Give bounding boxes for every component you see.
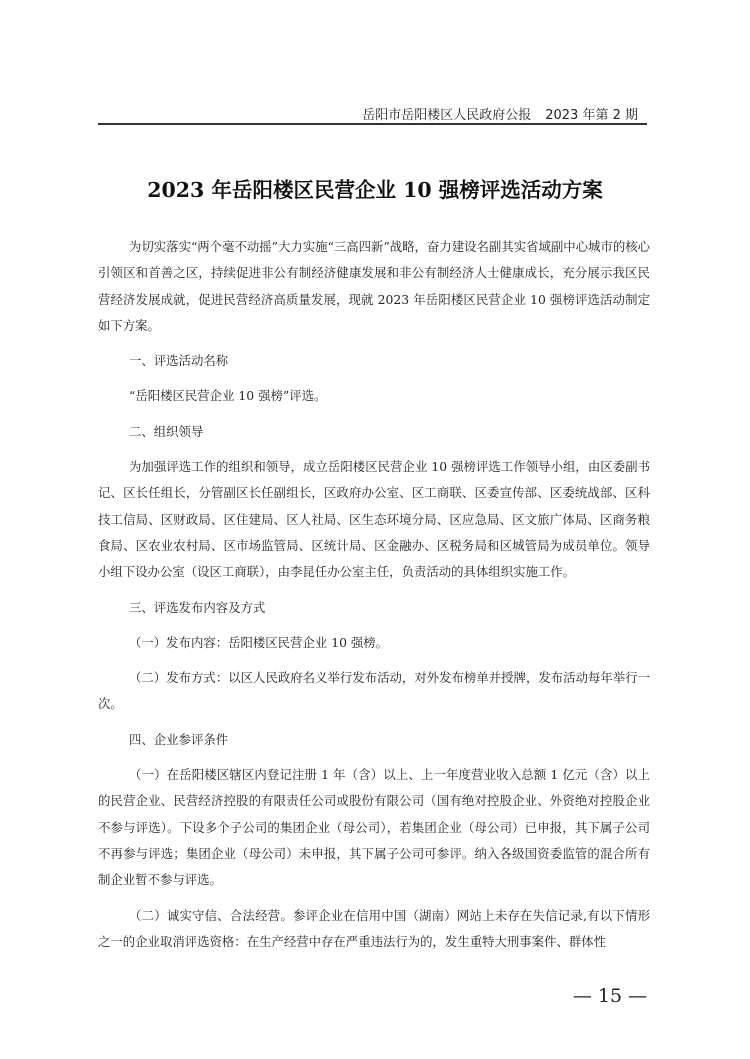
document-title: 2023 年岳阳楼区民营企业 10 强榜评选活动方案 xyxy=(147,178,603,202)
section-heading-2: 二、组织领导 xyxy=(129,423,204,439)
publication-name: 岳阳市岳阳楼区人民政府公报 xyxy=(362,108,532,123)
paragraph: （一）在岳阳楼区辖区内登记注册 1 年（含）以上、上一年度营业收入总额 1 亿元（含）以上的民营企业、民营经济控股的有限责任公司或股份有限公司（国有绝对控股企业、外资绝对控股企业不参与评选）。下设多个子公司的集团企业（母公司），若集团企业（母公司）已申报，其下属子公司不再参与评选；集团企业（母公司）未申报，其下属子公司可参评。纳入各级国资委监管的混合所有制企业暂不参与评选。 xyxy=(98,767,650,888)
header-rule xyxy=(98,123,647,125)
paragraph: 为加强评选工作的组织和领导，成立岳阳楼区民营企业 10 强榜评选工作领导小组，由区委副书记、区长任组长，分管副区长任副组长，区政府办公室、区工商联、区委宣传部、区委统战部、区科技工信局、区财政局、区住建局、区人社局、区生态环境分局、区应急局、区文旅广体局、区商务粮食局、区农业农村局、区市场监管局、区统计局、区金融办、区税务局和区城管局为成员单位。领导小组下设办公室（设区工商联），由李昆任办公室主任，负责活动的具体组织实施工作。 xyxy=(98,459,650,580)
paragraph: “岳阳楼区民营企业 10 强榜”评选。 xyxy=(129,388,327,404)
paragraph: （一）发布内容：岳阳楼区民营企业 10 强榜。 xyxy=(129,634,389,650)
section-heading-1: 一、评选活动名称 xyxy=(129,353,229,369)
paragraph: （二）发布方式：以区人民政府名义举行发布活动，对外发布榜单并授牌，发布活动每年举行一次。 xyxy=(98,670,650,712)
section-heading-3: 三、评选发布内容及方式 xyxy=(129,599,266,615)
page-number: — 15 — xyxy=(572,985,648,1007)
intro-paragraph: 为切实落实“两个毫不动摇”大力实施“三高四新”战略，奋力建设名副其实省域副中心城市的核心引领区和首善之区，持续促进非公有制经济健康发展和非公有制经济人士健康成长，充分展示我区民营经济发展成就，促进民营经济高质量发展，现就 2023 年岳阳楼区民营企业 10 强榜评选活动制定如下方案。 xyxy=(98,239,650,333)
paragraph: （二）诚实守信、合法经营。参评企业在信用中国（湖南）网站上未存在失信记录,有以下情形之一的企业取消评选资格：在生产经营中存在严重违法行为的，发生重特大刑事案件、群体性 xyxy=(98,907,650,949)
issue-label: 2023 年第 2 期 xyxy=(545,108,638,123)
document-body xyxy=(98,234,650,964)
section-heading-4: 四、企业参评条件 xyxy=(129,731,229,747)
page-header xyxy=(98,104,638,123)
